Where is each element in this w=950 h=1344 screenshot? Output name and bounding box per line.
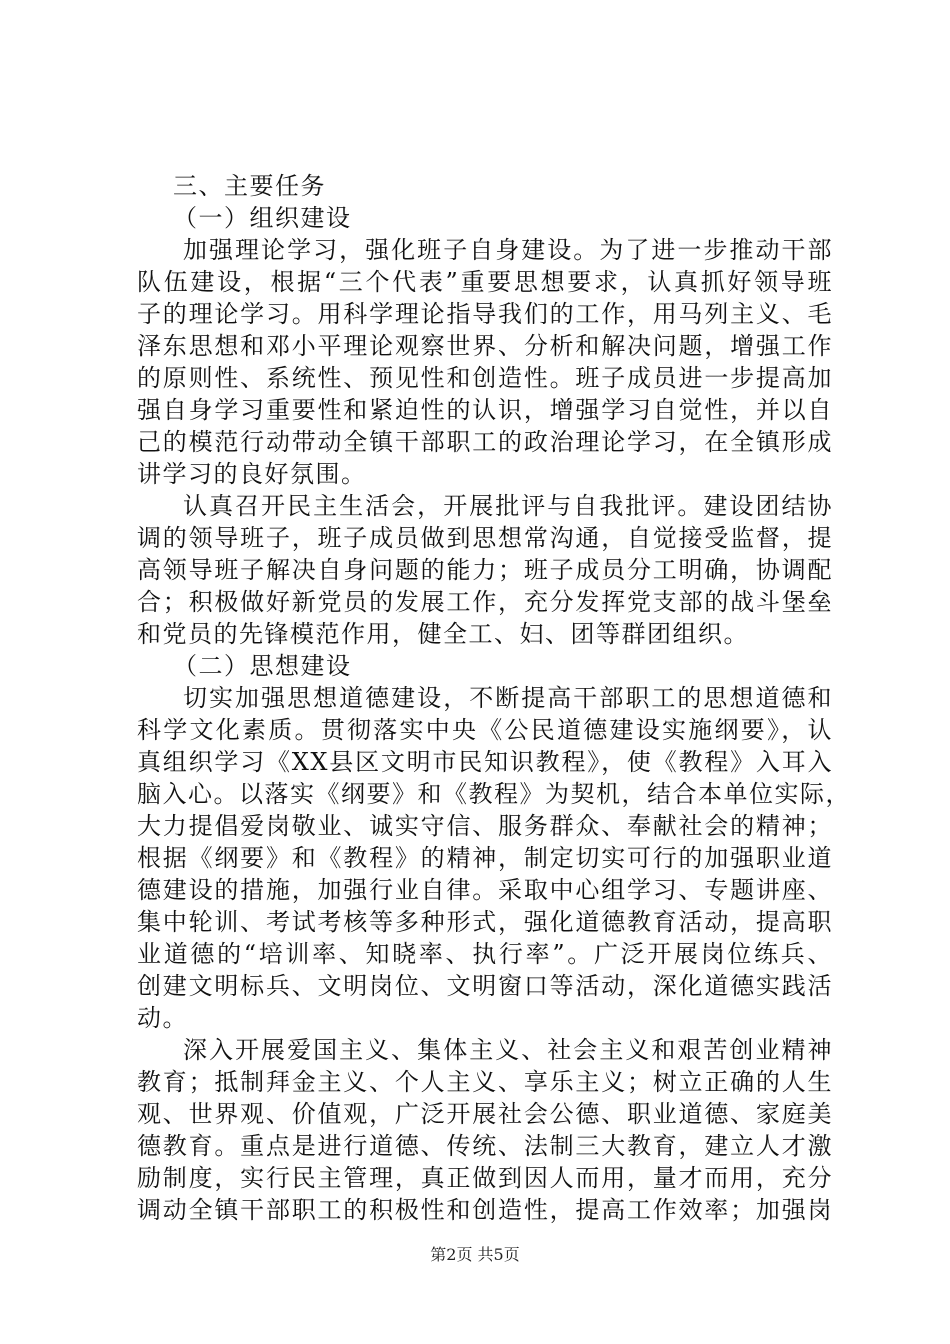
paragraph-line: 队伍建设，根据“三个代表”重要思想要求，认真抓好领导班 — [137, 268, 833, 296]
paragraph-line: 和党员的先锋模范作用，健全工、妇、团等群团组织。 — [137, 620, 749, 648]
page-number-footer: 第2页 共5页 — [430, 1245, 520, 1264]
paragraph-line: 讲学习的良好氛围。 — [137, 460, 367, 488]
paragraph-line: 的原则性、系统性、预见性和创造性。班子成员进一步提高加 — [137, 364, 833, 392]
subsection-heading: （一）组织建设 — [173, 204, 352, 232]
paragraph-line: 根据《纲要》和《教程》的精神，制定切实可行的加强职业道 — [137, 844, 833, 872]
paragraph-line: 调动全镇干部职工的积极性和创造性，提高工作效率；加强岗 — [137, 1196, 833, 1224]
paragraph-line: 教育；抵制拜金主义、个人主义、享乐主义；树立正确的人生 — [137, 1068, 833, 1096]
paragraph-line: 科学文化素质。贯彻落实中央《公民道德建设实施纲要》，认 — [137, 716, 833, 744]
paragraph-line: 大力提倡爱岗敬业、诚实守信、服务群众、奉献社会的精神； — [137, 812, 833, 840]
paragraph-line: 动。 — [137, 1004, 188, 1032]
paragraph-line: 创建文明标兵、文明岗位、文明窗口等活动，深化道德实践活 — [137, 972, 833, 1000]
paragraph-line: 真组织学习《XX县区文明市民知识教程》，使《教程》入耳入 — [137, 748, 833, 776]
paragraph-line: 子的理论学习。用科学理论指导我们的工作，用马列主义、毛 — [137, 300, 833, 328]
paragraph-line: 业道德的“培训率、知晓率、执行率”。广泛开展岗位练兵、 — [137, 940, 833, 968]
paragraph-line: 高领导班子解决自身问题的能力；班子成员分工明确，协调配 — [137, 556, 833, 584]
paragraph-line: 集中轮训、考试考核等多种形式，强化道德教育活动，提高职 — [137, 908, 833, 936]
paragraph-line: 深入开展爱国主义、集体主义、社会主义和艰苦创业精神 — [183, 1036, 833, 1064]
paragraph-line: 合；积极做好新党员的发展工作，充分发挥党支部的战斗堡垒 — [137, 588, 833, 616]
paragraph-line: 观、世界观、价值观，广泛开展社会公德、职业道德、家庭美 — [137, 1100, 833, 1128]
paragraph-line: 强自身学习重要性和紧迫性的认识，增强学习自觉性，并以自 — [137, 396, 833, 424]
section-heading: 三、主要任务 — [173, 172, 326, 200]
paragraph-line: 德教育。重点是进行道德、传统、法制三大教育，建立人才激 — [137, 1132, 833, 1160]
subsection-heading: （二）思想建设 — [173, 652, 352, 680]
paragraph-line: 认真召开民主生活会，开展批评与自我批评。建设团结协 — [183, 492, 833, 520]
paragraph-line: 励制度，实行民主管理，真正做到因人而用，量才而用，充分 — [137, 1164, 833, 1192]
paragraph-line: 脑入心。以落实《纲要》和《教程》为契机，结合本单位实际， — [137, 780, 851, 808]
paragraph-line: 调的领导班子，班子成员做到思想常沟通，自觉接受监督，提 — [137, 524, 833, 552]
paragraph-line: 己的模范行动带动全镇干部职工的政治理论学习，在全镇形成 — [137, 428, 833, 456]
paragraph-line: 德建设的措施，加强行业自律。采取中心组学习、专题讲座、 — [137, 876, 833, 904]
paragraph-line: 加强理论学习，强化班子自身建设。为了进一步推动干部 — [183, 236, 833, 264]
paragraph-line: 切实加强思想道德建设，不断提高干部职工的思想道德和 — [183, 684, 833, 712]
paragraph-line: 泽东思想和邓小平理论观察世界、分析和解决问题，增强工作 — [137, 332, 833, 360]
document-body — [137, 170, 851, 1226]
